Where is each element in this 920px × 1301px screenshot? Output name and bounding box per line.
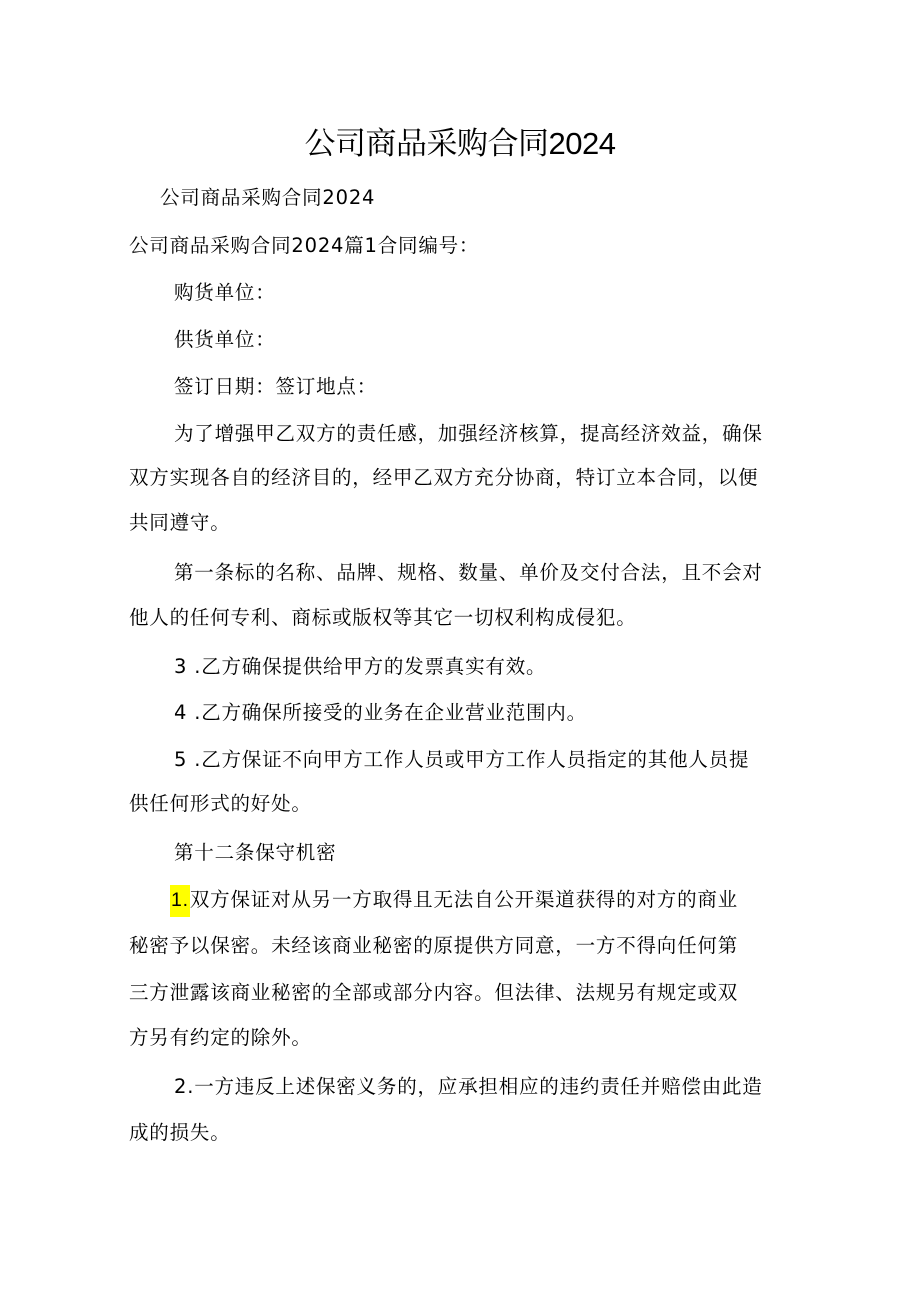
buyer-label: 购货单位： [174,281,276,304]
article1-line: 第一条标的名称、品牌、规格、数量、单价及交付合法，且不会对 [174,561,763,584]
article1-line: 他人的任何专利、商标或版权等其它一切权利构成侵犯。 [129,606,637,629]
item-4: 4 .乙方确保所接受的业务在企业营业范围内。 [174,701,587,724]
contract-number-line: 公司商品采购合同2024篇1合同编号： [129,234,480,257]
highlighted-number-marker: 1. [170,885,190,917]
preamble-line: 双方实现各自的经济目的，经甲乙双方充分协商，特订立本合同，以便 [129,466,759,489]
clause-1-line: 方另有约定的除外。 [129,1026,312,1049]
clause-1-text: 双方保证对从另一方取得且无法自公开渠道获得的对方的商业 [189,888,738,911]
clause-2-line: 2.一方违反上述保密义务的，应承担相应的违约责任并赔偿由此造 [174,1075,763,1098]
subtitle-line: 公司商品采购合同2024 [160,186,376,209]
sign-date-location-line: 签订日期：签订地点： [174,375,378,398]
clause-2-line: 成的损失。 [129,1121,231,1144]
document-title: 公司商品采购合同2024 [304,126,616,161]
clause-1-line: 秘密予以保密。未经该商业秘密的原提供方同意，一方不得向任何第 [129,934,739,957]
item-5-line: 供任何形式的好处。 [129,792,312,815]
preamble-line: 共同遵守。 [129,511,231,534]
supplier-label: 供货单位： [174,328,276,351]
clause-1-line: 三方泄露该商业秘密的全部或部分内容。但法律、法规另有规定或双 [129,981,739,1004]
preamble-line: 为了增强甲乙双方的责任感，加强经济核算，提高经济效益，确保 [174,422,763,445]
item-5-line: 5 .乙方保证不向甲方工作人员或甲方工作人员指定的其他人员提 [174,748,750,771]
clause-1-first-line [170,885,738,915]
item-3: 3 .乙方确保提供给甲方的发票真实有效。 [174,655,547,678]
article12-heading: 第十二条保守机密 [174,841,337,864]
